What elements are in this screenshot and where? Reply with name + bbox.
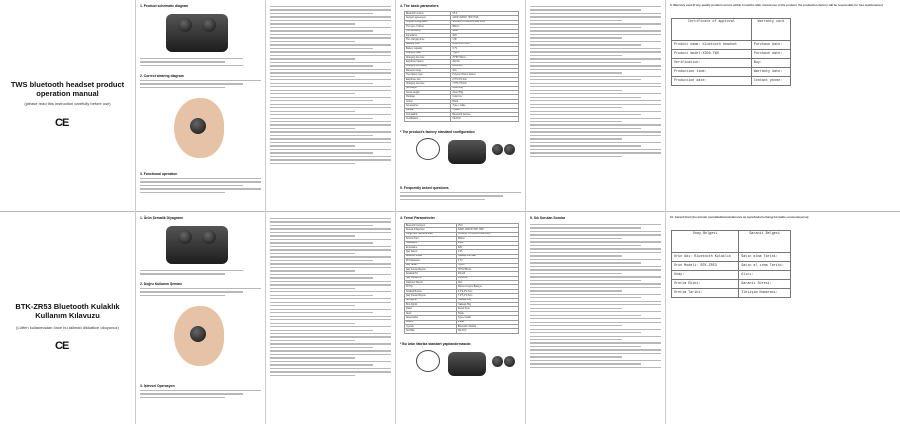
warranty-row [672, 262, 791, 271]
turkish-manual-sheet [0, 212, 900, 424]
spec-label: Uyumlu [405, 324, 457, 328]
section-heading: 3. Functional operation [140, 172, 178, 176]
section-heading: * Bu ürün fabrika standart yapılandırmasıdır. [400, 342, 472, 346]
spec-label: Earphone battery [405, 60, 451, 64]
cover-panel [0, 212, 135, 424]
spec-label: Kılavuz [405, 320, 457, 324]
faq-text-panel [525, 0, 665, 212]
spec-label: Bluetooth version [405, 12, 451, 16]
spec-value: 3.7V [451, 47, 519, 51]
spec-label: Wireless range [405, 69, 451, 73]
spec-value: Yaklaşık 55g [456, 303, 518, 307]
cover-subtitle: (Lütfen kullanmadan önce bu talimatı dikkatlice okuyunuz) [16, 325, 119, 330]
spec-label: Brüt Ağırlık [405, 303, 457, 307]
warranty-field: Warranty date: [751, 68, 790, 77]
spec-label: Charging box battery [405, 64, 451, 68]
spec-label: Accessories [405, 104, 451, 108]
earbud-in-ear-image [190, 118, 206, 134]
spec-label: Destek Anlaşması [405, 228, 457, 232]
spec-value: 3.7V [456, 259, 518, 263]
charging-case-image [166, 226, 228, 264]
spec-label: Standby time [405, 42, 451, 46]
spec-value: Yaklaşık 40g [456, 298, 518, 302]
warranty-row [672, 271, 791, 280]
spec-value: About 240 Hours [451, 42, 519, 46]
warranty-field: İletişim Numarası: [739, 289, 791, 298]
warranty-field: Purchase date: [751, 41, 790, 50]
spec-label: Colour [405, 99, 451, 103]
spec-value: A2DP, AVRCP, HFP, HSP [451, 16, 519, 20]
warranty-label: Product name: bluetooth headset [672, 41, 752, 50]
spec-value: 2.5*2.4*2.3cm [451, 77, 519, 81]
spec-label: The type of driver [405, 25, 451, 29]
spec-value: Type-c kablo [456, 316, 518, 320]
spec-value: 2.5*2.4*2.3cm [456, 289, 518, 293]
spec-label: Charging base [405, 51, 451, 55]
spec-value: 98dB [456, 241, 518, 245]
warranty-label: Onay: [672, 271, 739, 280]
spec-value: Bluetooth devices [451, 112, 519, 116]
spec-label: The charging time [405, 38, 451, 42]
spec-value: 1 adet [456, 320, 518, 324]
spec-value: Polimer Lityum Batarya [456, 285, 518, 289]
schematic-panel [135, 212, 265, 424]
spec-label: Hassasiyet [405, 241, 457, 245]
cover-panel [0, 0, 135, 212]
spec-label: Earphone size [405, 77, 451, 81]
spec-value: JL6936D 5.0 BAGUS.BLE BIOS [451, 20, 519, 24]
operation-text-panel [265, 0, 395, 212]
spec-label: Pil Kapasitesi [405, 259, 457, 263]
spec-label: Şarj Süresi [405, 250, 457, 254]
spec-label: Pil Tipi [405, 285, 457, 289]
earbud-image [492, 144, 503, 155]
warranty-row [672, 280, 791, 289]
charging-case-image [448, 352, 486, 376]
section-heading: 5. Sık Sorulan Sorular [530, 216, 566, 220]
spec-label: Gross weight [405, 91, 451, 95]
section-heading: 2. Correct wearing diagram [140, 74, 184, 78]
spec-value: Type-c [456, 263, 518, 267]
spec-label: Compatible [405, 112, 451, 116]
warranty-field: Satın alma Tarihi: [739, 253, 791, 262]
section-heading: 4. The basic parameters [400, 4, 439, 8]
spec-label: The sensitivity [405, 29, 451, 33]
warranty-header: Garanti Belgesi [739, 231, 791, 253]
spec-table [404, 223, 519, 334]
spec-value: JL6936D 5.0 BAGUS.BLE BIOS [456, 232, 518, 236]
warranty-label: Ürün Modeli: BTK-ZR53 [672, 262, 739, 271]
section-heading: 1. Product schematic diagram [140, 4, 189, 8]
charging-case-image [448, 140, 486, 164]
warranty-field: Satın al ırma Tarihi: [739, 262, 791, 271]
warranty-header: Warranty card [751, 19, 790, 41]
warranty-label: Production date: [672, 77, 752, 86]
spec-label: Sürücü Türü [405, 237, 457, 241]
spec-value: 76*51*36mm [456, 267, 518, 271]
spec-value: Bluetooth cihazlar [456, 324, 518, 328]
earbud-in-ear-image [190, 326, 206, 342]
warranty-row [672, 253, 791, 262]
spec-value: CE FCC [456, 329, 518, 333]
spec-label: Manual [405, 108, 451, 112]
spec-value: 1.5h [456, 250, 518, 254]
spec-label: Battery capacity [405, 47, 451, 51]
spec-label: Aksesuarlar [405, 316, 457, 320]
earbud-right-image [202, 18, 216, 32]
earbud-image [504, 144, 515, 155]
spec-value: Black [451, 99, 519, 103]
operation-text-panel [265, 212, 395, 424]
spec-value: Type-c [451, 51, 519, 55]
warranty-row [672, 59, 791, 68]
warranty-field: Garanti Süresi: [739, 280, 791, 289]
spec-label: Impedance [405, 33, 451, 37]
spec-label: Yonga Seti Yapılandırması [405, 232, 457, 236]
spec-label: Sertifika [405, 329, 457, 333]
spec-value: About 55g [451, 91, 519, 95]
warranty-label: Production time: [672, 68, 752, 77]
schematic-panel [135, 0, 265, 212]
spec-value: 40mAh [456, 272, 518, 276]
spec-label: Certification [405, 117, 451, 121]
warranty-header: Certificate of approval [672, 19, 752, 41]
warranty-panel [665, 0, 900, 212]
warranty-field: Alıcı: [739, 271, 791, 280]
warranty-label: Üretim Ekibi: [672, 280, 739, 289]
warranty-row [672, 77, 791, 86]
warranty-header-row [672, 231, 791, 253]
warranty-field: Buy: [751, 59, 790, 68]
ce-mark: CE [55, 340, 69, 352]
section-heading: 1. Ürün Şematik Diyagramı [140, 216, 183, 220]
warranty-header-row [672, 19, 791, 41]
spec-label: The battery type [405, 73, 451, 77]
warranty-field: Purchase date: [751, 50, 790, 59]
spec-label: Şarj Kutusu Boyutu [405, 294, 457, 298]
warranty-row [672, 289, 791, 298]
earbud-image [492, 356, 503, 367]
spec-value: 32Ω [451, 33, 519, 37]
spec-row [405, 117, 519, 121]
charging-case-image [166, 14, 228, 52]
section-heading: * The product's factory standard configuration [400, 130, 475, 134]
usb-cable-image [416, 138, 440, 160]
spec-value: 76*51*36mm [451, 55, 519, 59]
spec-value: Color box [451, 95, 519, 99]
warranty-panel [665, 212, 900, 424]
spec-label: Empedans [405, 245, 457, 249]
spec-value: 7.6*5.1*3.6cm [451, 82, 519, 86]
spec-label: Kulaklık Pili [405, 272, 457, 276]
spec-value: 98dB [451, 29, 519, 33]
spec-label: Support agreement [405, 16, 451, 20]
warranty-label: Verification: [672, 59, 752, 68]
parameters-panel [395, 0, 525, 212]
spec-label: Net weight [405, 86, 451, 90]
warranty-table [671, 230, 791, 298]
cover-subtitle: (please read this instruction carefully before use) [24, 101, 111, 106]
spec-value: 40mAh [451, 60, 519, 64]
spec-label: Charging box size [405, 82, 451, 86]
spec-label: Charging box size [405, 55, 451, 59]
section-heading: 10. Garanti Kartı (bu ürünün normalkullanımındanonra üç ayzarfında herhangi bir kalite sorunuoluşursa) [670, 216, 809, 219]
spec-label: Net Ağırlık [405, 298, 457, 302]
warranty-row [672, 50, 791, 59]
section-heading: 5. Frequently asked questions [400, 186, 449, 190]
warranty-row [672, 68, 791, 77]
ce-mark: CE [55, 117, 69, 129]
warranty-header: Onay Belgesi [672, 231, 739, 253]
warranty-field: Contact phone: [751, 77, 790, 86]
spec-label: Şarj Kutusu Pili [405, 276, 457, 280]
spec-label: Kablosuz Menzil [405, 281, 457, 285]
spec-value: Ф8mm [456, 237, 518, 241]
spec-value: Siyah [456, 311, 518, 315]
warranty-table [671, 18, 791, 86]
spec-value: V5.0 [451, 12, 519, 16]
faq-panel [525, 212, 665, 424]
spec-value: 7.6*5.1*3.6cm [456, 294, 518, 298]
section-heading: 6. Warranty card (if any quality problem occurs within 6 months after normal use of the product, the production factory will be responsible for free maintenance) [670, 4, 883, 7]
warranty-row [672, 41, 791, 50]
cover-title: TWS bluetooth headset product operation manual [10, 80, 125, 98]
spec-label: Renk [405, 311, 457, 315]
spec-value: 2000mAh [451, 64, 519, 68]
spec-value: 10m [451, 69, 519, 73]
spec-value: Yaklaşık 240 saat [456, 254, 518, 258]
spec-value: 1 piece [451, 108, 519, 112]
spec-label: Chipset configuration [405, 20, 451, 24]
earbud-left-image [178, 230, 192, 244]
spec-value: A2DP, AVRCP, HFP, HSP [456, 228, 518, 232]
spec-value: V5.0 [456, 224, 518, 228]
warranty-label: Ürün Adı: Bluetooth Kulaklık [672, 253, 739, 262]
spec-value: Ф8mm [451, 25, 519, 29]
usb-cable-image [416, 350, 440, 372]
spec-value: About 40g [451, 86, 519, 90]
spec-label: Paket [405, 307, 457, 311]
spec-table [404, 11, 519, 122]
cover-title: BTK-ZR53 Bluetooth Kulaklık Kullanım Kılavuzu [15, 302, 120, 320]
spec-value: Renkli Kutu [456, 307, 518, 311]
section-heading: 2. Doğru Kullanım Şeması [140, 282, 182, 286]
warranty-label: Üretim Tarihi: [672, 289, 739, 298]
spec-label: Kulaklık Boyutu [405, 289, 457, 293]
spec-label: Package [405, 95, 451, 99]
spec-value: 10m [456, 281, 518, 285]
spec-value: Polymer lithium battery [451, 73, 519, 77]
earbud-right-image [202, 230, 216, 244]
spec-label: Şarj Tabanı [405, 263, 457, 267]
spec-value: 1.5h [451, 38, 519, 42]
spec-value: 32Ω [456, 245, 518, 249]
spec-value: CE FCC [451, 117, 519, 121]
spec-value: 2000mAh [456, 276, 518, 280]
spec-value: Type-c cable [451, 104, 519, 108]
parameters-panel [395, 212, 525, 424]
earbud-left-image [178, 18, 192, 32]
spec-label: Bluetooth Versiyon [405, 224, 457, 228]
spec-label: Şarj Kutusu Boyutu [405, 267, 457, 271]
spec-label: Bekleme Süresi [405, 254, 457, 258]
section-heading: 4. Temel Parametreler [400, 216, 435, 220]
spec-row [405, 329, 519, 333]
section-heading: 3. İşlevsel Operasyon [140, 384, 175, 388]
warranty-label: Product model:X300-TWS [672, 50, 752, 59]
earbud-image [504, 356, 515, 367]
